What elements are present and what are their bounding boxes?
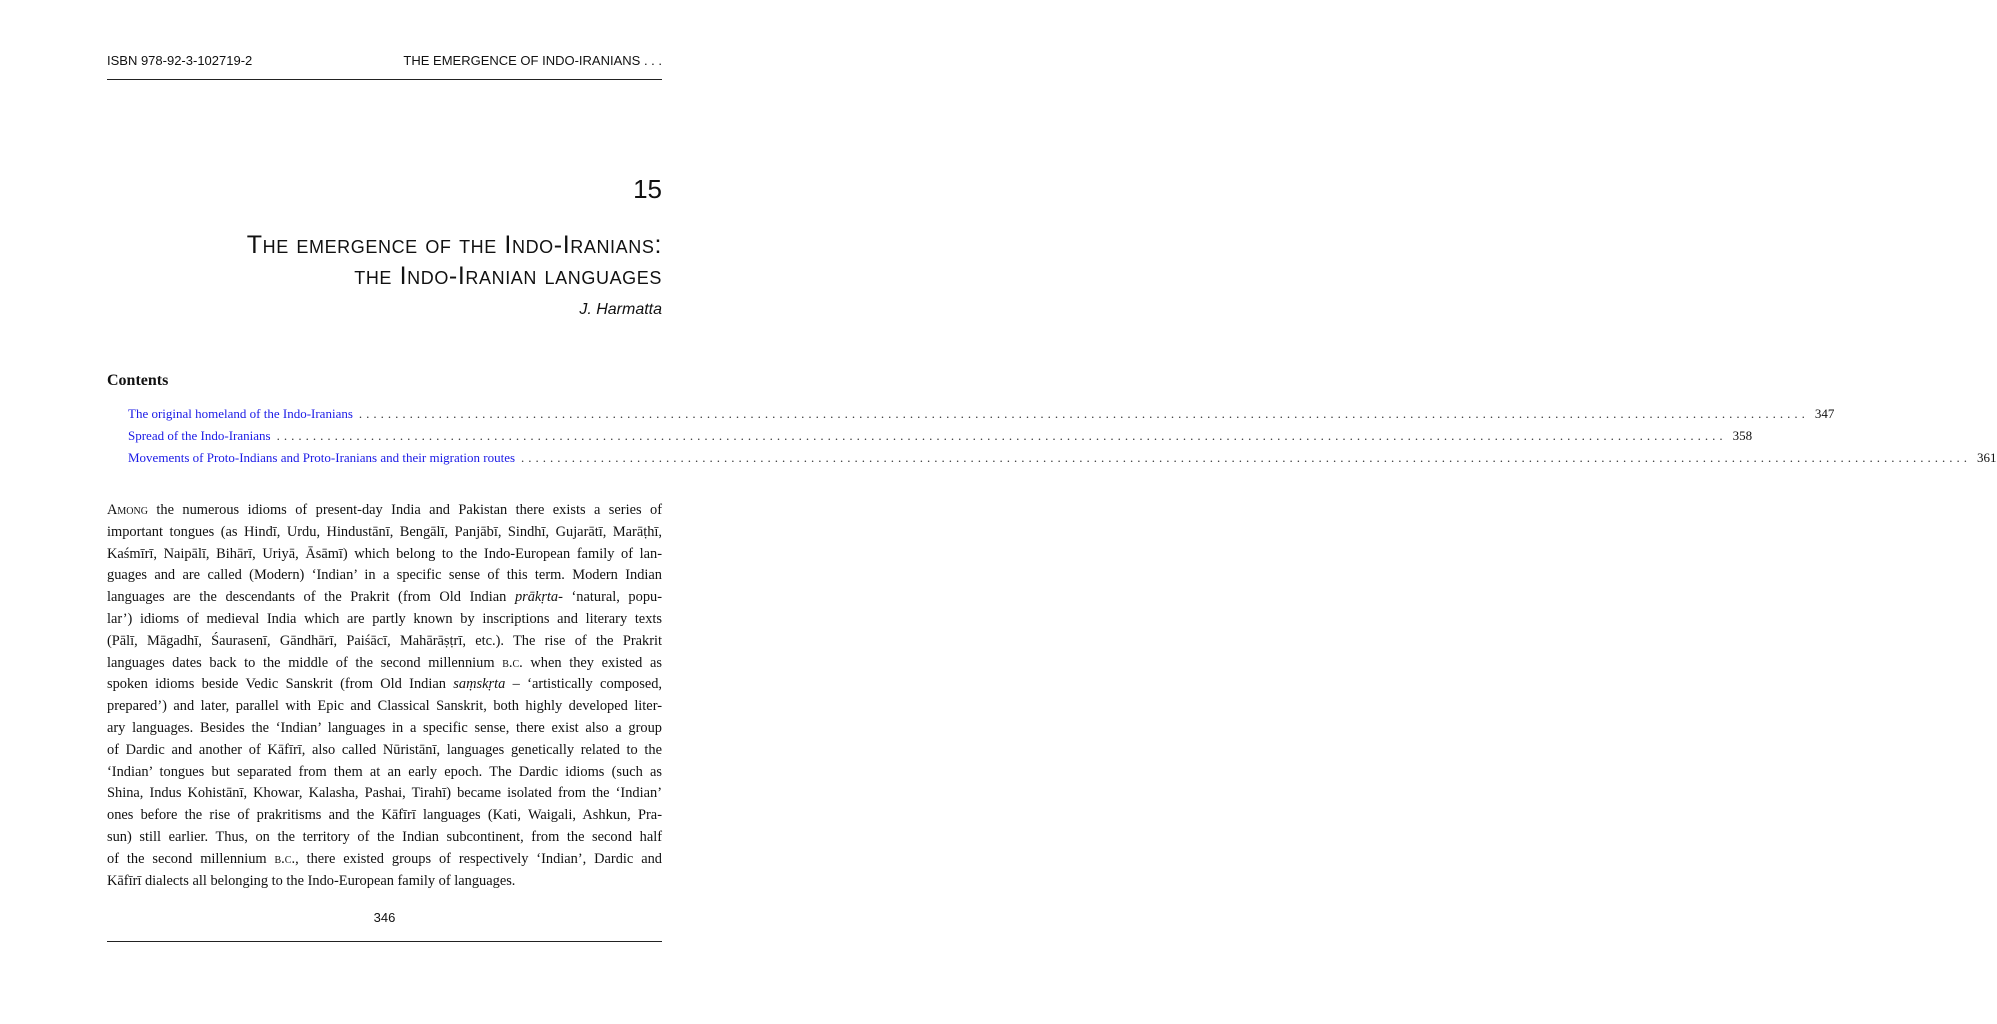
toc-link[interactable]: The original homeland of the Indo-Iranians bbox=[128, 406, 353, 421]
italic-term: prākṛta- bbox=[514, 589, 563, 606]
paragraph-line: Kaśmīrī, Naipālī, Bihārī, Uriyā, Āsāmī) which belong to the Indo-European family of lan- bbox=[107, 545, 662, 562]
italic-term: saṃskṛta bbox=[453, 676, 506, 693]
paragraph-line: ‘Indian’ tongues but separated from them at an early epoch. The Dardic idioms (such as bbox=[107, 763, 662, 780]
paragraph-line: of the second millennium b.c., there existed groups of respectively ‘Indian’, Dardic and bbox=[107, 850, 662, 867]
chapter-title-line-1: The emergence of the Indo-Iranians: bbox=[246, 231, 662, 259]
body-paragraph bbox=[107, 500, 662, 892]
chapter-title-line-2: the Indo-Iranian languages bbox=[354, 262, 662, 290]
running-title: THE EMERGENCE OF INDO-IRANIANS . . . bbox=[403, 53, 662, 68]
drop-word: Among bbox=[107, 502, 148, 518]
footer-rule bbox=[107, 941, 662, 942]
chapter-number: 15 bbox=[633, 174, 662, 204]
paragraph-line: important tongues (as Hindī, Urdu, Hindustānī, Bengālī, Panjābī, Sindhī, Gujarātī, Marāṭhī, bbox=[107, 523, 662, 540]
paragraph-line: guages and are called (Modern) ‘Indian’ in a specific sense of this term. Modern Indian bbox=[107, 567, 662, 584]
isbn: ISBN 978-92-3-102719-2 bbox=[107, 53, 253, 68]
toc-page-number: 358 bbox=[1732, 428, 1753, 443]
page-number: 346 bbox=[373, 910, 396, 925]
table-of-contents bbox=[128, 406, 1997, 472]
era-abbrev: b.c. bbox=[274, 850, 296, 867]
running-head bbox=[107, 53, 662, 68]
toc-entry[interactable] bbox=[128, 428, 1753, 450]
paragraph-line: lar’) idioms of medieval India which are partly known by inscriptions and literary texts bbox=[107, 610, 662, 627]
paragraph-line: Shina, Indus Kohistānī, Khowar, Kalasha, Pashai, Tirahī) became isolated from the ‘Indian’ bbox=[107, 785, 662, 802]
toc-entry[interactable] bbox=[128, 450, 1997, 472]
toc-leader-dots: ........................................................................................................................................................................................................ bbox=[358, 406, 1809, 421]
toc-entry[interactable] bbox=[128, 406, 1835, 428]
era-abbrev: b.c. bbox=[502, 654, 523, 671]
contents-heading: Contents bbox=[107, 372, 169, 389]
author: J. Harmatta bbox=[579, 301, 662, 318]
paragraph-line: Among the numerous idioms of present-day India and Pakistan there exists a series of bbox=[107, 502, 662, 518]
toc-leader-dots: ........................................................................................................................................................................................................ bbox=[276, 428, 1727, 443]
paragraph-line: ary languages. Besides the ‘Indian’ languages in a specific sense, there exist also a group bbox=[107, 719, 662, 736]
toc-leader-dots: ........................................................................................................................................................................................................ bbox=[521, 450, 1972, 465]
paragraph-line: languages are the descendants of the Prakrit (from Old Indian prākṛta- ‘natural, popu- bbox=[107, 589, 663, 606]
toc-link[interactable]: Spread of the Indo-Iranians bbox=[128, 428, 271, 443]
paragraph-line: (Pālī, Māgadhī, Śaurasenī, Gāndhārī, Paiśācī, Mahārāṣṭrī, etc.). The rise of the Prakrit bbox=[107, 632, 662, 649]
paragraph-line: spoken idioms beside Vedic Sanskrit (from Old Indian saṃskṛta – ‘artistically composed, bbox=[107, 676, 663, 693]
paragraph-line: Kāfīrī dialects all belonging to the Indo-European family of languages. bbox=[107, 872, 516, 889]
paragraph-line: sun) still earlier. Thus, on the territory of the Indian subcontinent, from the second half bbox=[107, 828, 662, 845]
document-page bbox=[107, 0, 1997, 1024]
toc-page-number: 347 bbox=[1814, 406, 1835, 421]
paragraph-line: languages dates back to the middle of the second millennium b.c. when they existed as bbox=[107, 654, 662, 671]
header-rule bbox=[107, 79, 662, 80]
paragraph-line: ones before the rise of prakritisms and the Kāfīrī languages (Kati, Waigali, Ashkun, Pra- bbox=[107, 807, 662, 824]
toc-link[interactable]: Movements of Proto-Indians and Proto-Iranians and their migration routes bbox=[128, 450, 516, 465]
paragraph-line: prepared’) and later, parallel with Epic and Classical Sanskrit, both highly developed liter- bbox=[107, 698, 662, 715]
chapter-title bbox=[107, 230, 662, 292]
toc-page-number: 361 bbox=[1977, 450, 1997, 465]
paragraph-line: of Dardic and another of Kāfīrī, also called Nūristānī, languages genetically related to the bbox=[107, 741, 662, 758]
